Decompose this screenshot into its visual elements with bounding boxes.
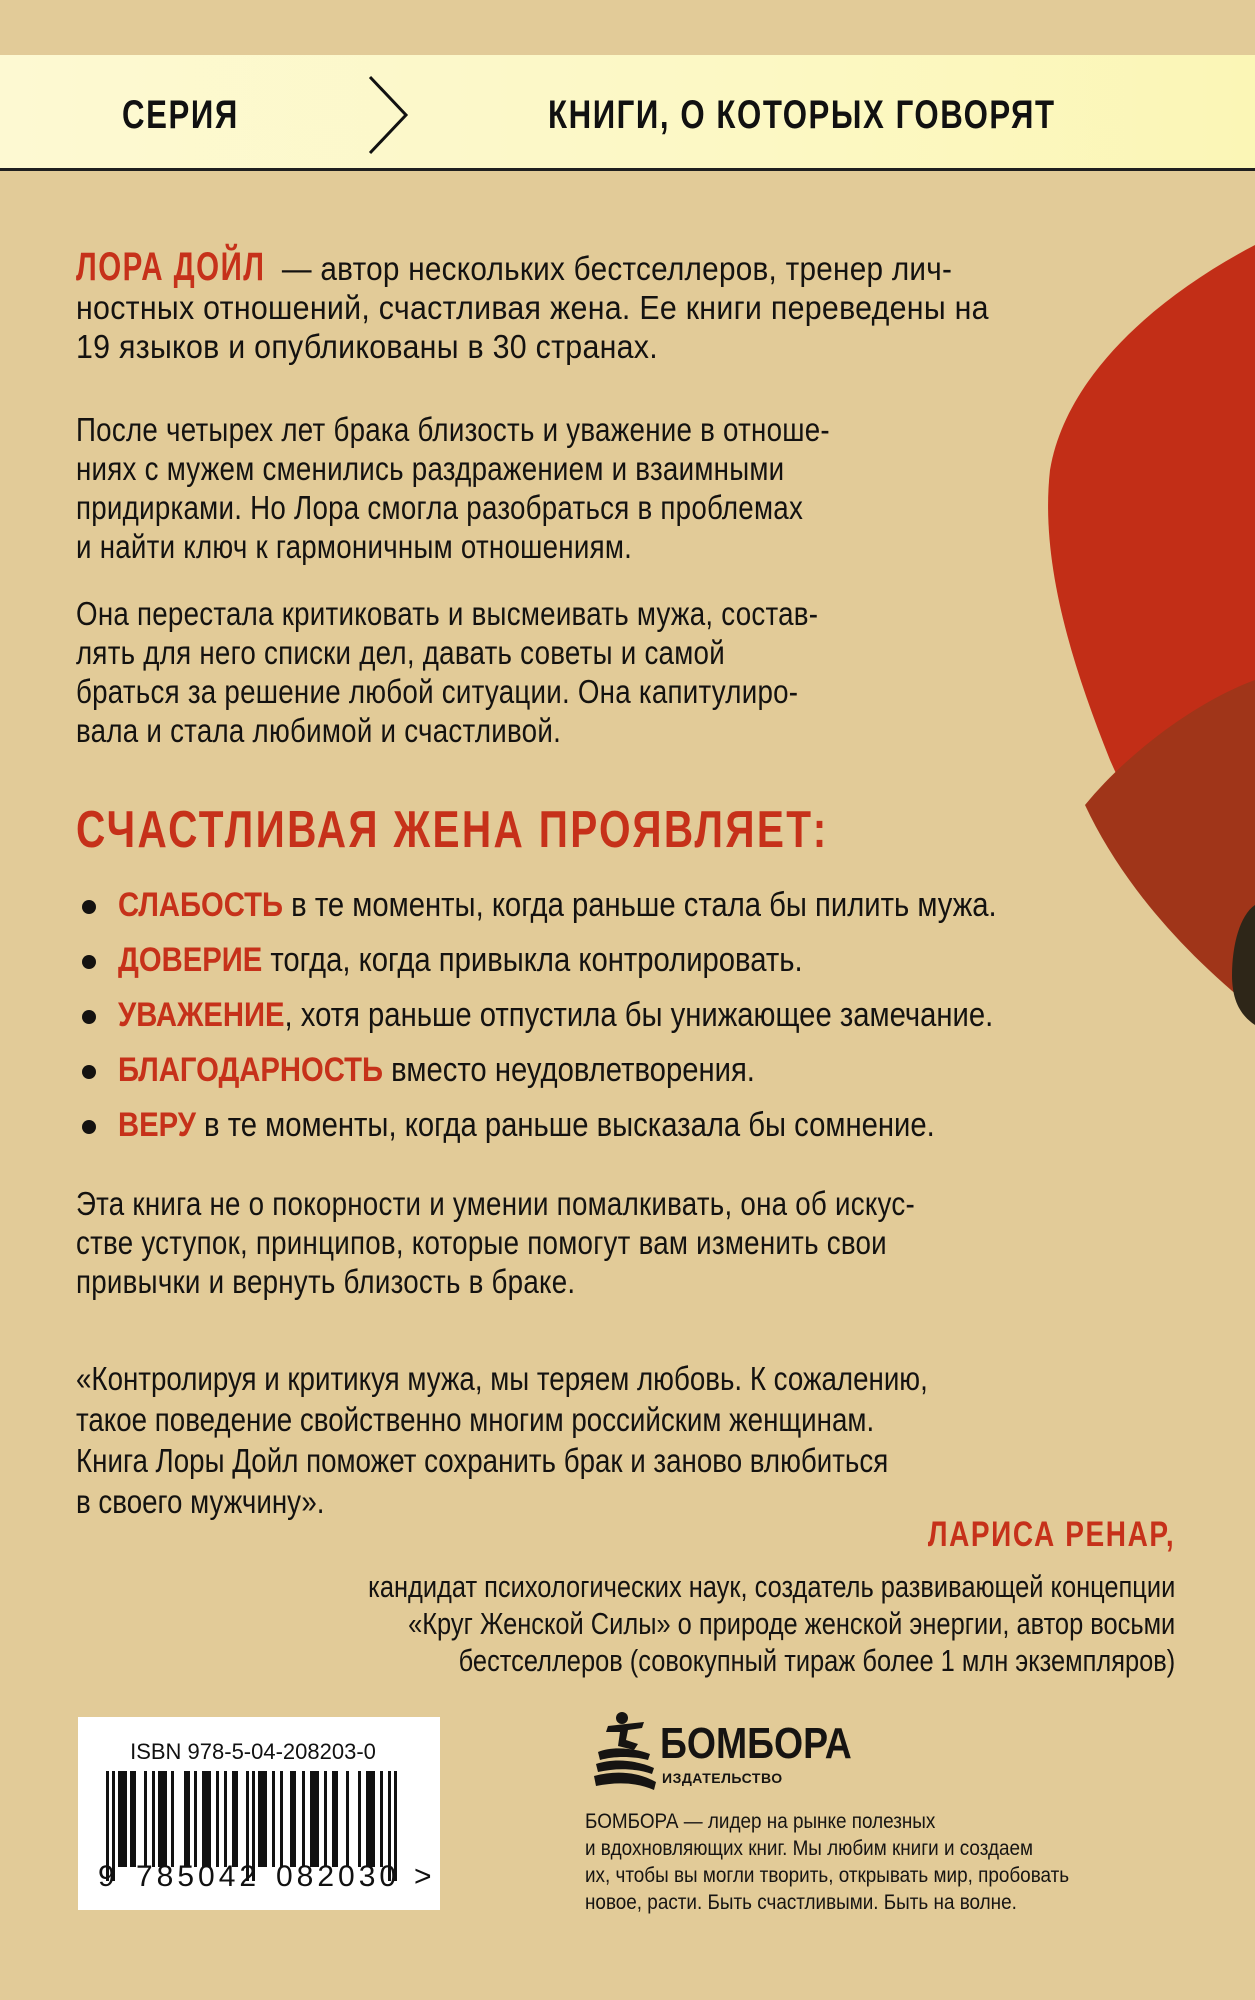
surfer-wave-logo-icon bbox=[594, 1710, 656, 1794]
list-item bbox=[80, 1043, 1180, 1098]
trait-keyword: ВЕРУ bbox=[118, 1106, 196, 1144]
credentials-line: бестселлеров (совокупный тираж более 1 млн экземпляров) bbox=[458, 1643, 1175, 1678]
paragraph-line: и найти ключ к гармоничным отношениям. bbox=[76, 528, 633, 565]
quote-author-credentials bbox=[191, 1568, 1175, 1679]
trait-keyword: СЛАБОСТЬ bbox=[118, 886, 284, 924]
credentials-line: кандидат психологических наук, создатель развивающей концепции bbox=[367, 1569, 1175, 1604]
series-banner bbox=[0, 55, 1255, 171]
bullet-icon bbox=[82, 1120, 96, 1134]
barcode-digit-group: > bbox=[414, 1860, 432, 1893]
quote-author: ЛАРИСА РЕНАР, bbox=[927, 1515, 1175, 1554]
barcode-digit-group: 082030 bbox=[276, 1860, 401, 1893]
publisher-description-line: и вдохновляющих книг. Мы любим книги и создаем bbox=[585, 1837, 1034, 1860]
paragraph-line: вала и стала любимой и счастливой. bbox=[76, 712, 562, 749]
paragraph-line: После четырех лет брака близость и уважение в отноше- bbox=[76, 411, 830, 448]
quote-line: «Контролируя и критикуя мужа, мы теряем любовь. К сожалению, bbox=[76, 1360, 928, 1397]
quote-line: в своего мужчину». bbox=[76, 1483, 325, 1520]
section-heading: СЧАСТЛИВАЯ ЖЕНА ПРОЯВЛЯЕТ: bbox=[76, 801, 829, 859]
paragraph-line: Эта книга не о покорности и умении помалкивать, она об искус- bbox=[76, 1185, 915, 1222]
paragraph-line: Она перестала критиковать и высмеивать мужа, состав- bbox=[76, 595, 819, 632]
paragraph-capitulation bbox=[76, 594, 960, 750]
trait-text: , хотя раньше отпустила бы унижающее замечание. bbox=[284, 996, 994, 1034]
trait-keyword: ДОВЕРИЕ bbox=[118, 941, 263, 979]
paragraph-book-summary bbox=[76, 1184, 1075, 1301]
trait-keyword: БЛАГОДАРНОСТЬ bbox=[118, 1051, 384, 1089]
list-item bbox=[80, 878, 1180, 933]
author-bio-line-2: ностных отношений, счастливая жена. Ее книги переведены на bbox=[76, 289, 989, 326]
list-item bbox=[80, 933, 1180, 988]
bullet-icon bbox=[82, 955, 96, 969]
isbn-barcode bbox=[78, 1717, 440, 1910]
traits-list bbox=[80, 878, 1180, 1153]
barcode-digit-group: 9 bbox=[98, 1860, 115, 1893]
trait-text: тогда, когда привыкла контролировать. bbox=[262, 941, 803, 979]
author-bio-line-1: ЛОРА ДОЙЛ — автор нескольких бестселлеров, тренер лич- bbox=[76, 245, 953, 289]
barcode-digit-group: 785042 bbox=[136, 1860, 261, 1893]
endorsement-quote bbox=[76, 1358, 1176, 1522]
paragraph-line: браться за решение любой ситуации. Она капитулиро- bbox=[76, 673, 799, 710]
author-bio-line-3: 19 языков и опубликованы в 30 странах. bbox=[76, 328, 658, 365]
quote-line: Книга Лоры Дойл поможет сохранить брак и заново влюбиться bbox=[76, 1442, 889, 1479]
quote-line: такое поведение свойственно многим российским женщинам. bbox=[76, 1401, 875, 1438]
publisher-subtitle: ИЗДАТЕЛЬСТВО bbox=[662, 1770, 783, 1786]
isbn-label: ISBN 978-5-04-208203-0 bbox=[130, 1739, 376, 1764]
trait-text: вместо неудовлетворения. bbox=[383, 1051, 755, 1089]
trait-text: в те моменты, когда раньше высказала бы сомнение. bbox=[195, 1106, 935, 1144]
bullet-icon bbox=[82, 1010, 96, 1024]
publisher-description-line: их, чтобы вы могли творить, открывать мир, пробовать bbox=[585, 1864, 1070, 1887]
publisher-description-line: БОМБОРА — лидер на рынке полезных bbox=[585, 1810, 936, 1833]
publisher-name: БОМБОРА bbox=[660, 1719, 852, 1768]
list-item bbox=[80, 1098, 1180, 1153]
series-name: КНИГИ, О КОТОРЫХ ГОВОРЯТ bbox=[548, 93, 1056, 137]
trait-text: в те моменты, когда раньше стала бы пилить мужа. bbox=[283, 886, 997, 924]
publisher-description-line: новое, расти. Быть счастливыми. Быть на волне. bbox=[585, 1891, 1017, 1914]
paragraph-line: лять для него списки дел, давать советы и самой bbox=[76, 634, 725, 671]
trait-keyword: УВАЖЕНИЕ bbox=[118, 996, 285, 1034]
series-label: СЕРИЯ bbox=[122, 93, 239, 137]
author-bio bbox=[76, 245, 1068, 366]
paragraph-line: придирками. Но Лора смогла разобраться в проблемах bbox=[76, 489, 804, 526]
credentials-line: «Круг Женской Силы» о природе женской энергии, автор восьми bbox=[407, 1606, 1176, 1641]
paragraph-line: ниях с мужем сменились раздражением и взаимными bbox=[76, 450, 785, 487]
paragraph-line: привычки и вернуть близость в браке. bbox=[76, 1263, 576, 1300]
list-item bbox=[80, 988, 1180, 1043]
bullet-icon bbox=[82, 900, 96, 914]
bullet-icon bbox=[82, 1065, 96, 1079]
publisher-description bbox=[585, 1808, 1123, 1916]
chevron-right-icon bbox=[364, 75, 414, 155]
publisher-logo bbox=[594, 1710, 854, 1794]
paragraph-marriage-problems bbox=[76, 410, 974, 566]
paragraph-line: стве уступок, принципов, которые помогут вам изменить свои bbox=[76, 1224, 887, 1261]
author-name: ЛОРА ДОЙЛ bbox=[76, 245, 266, 289]
